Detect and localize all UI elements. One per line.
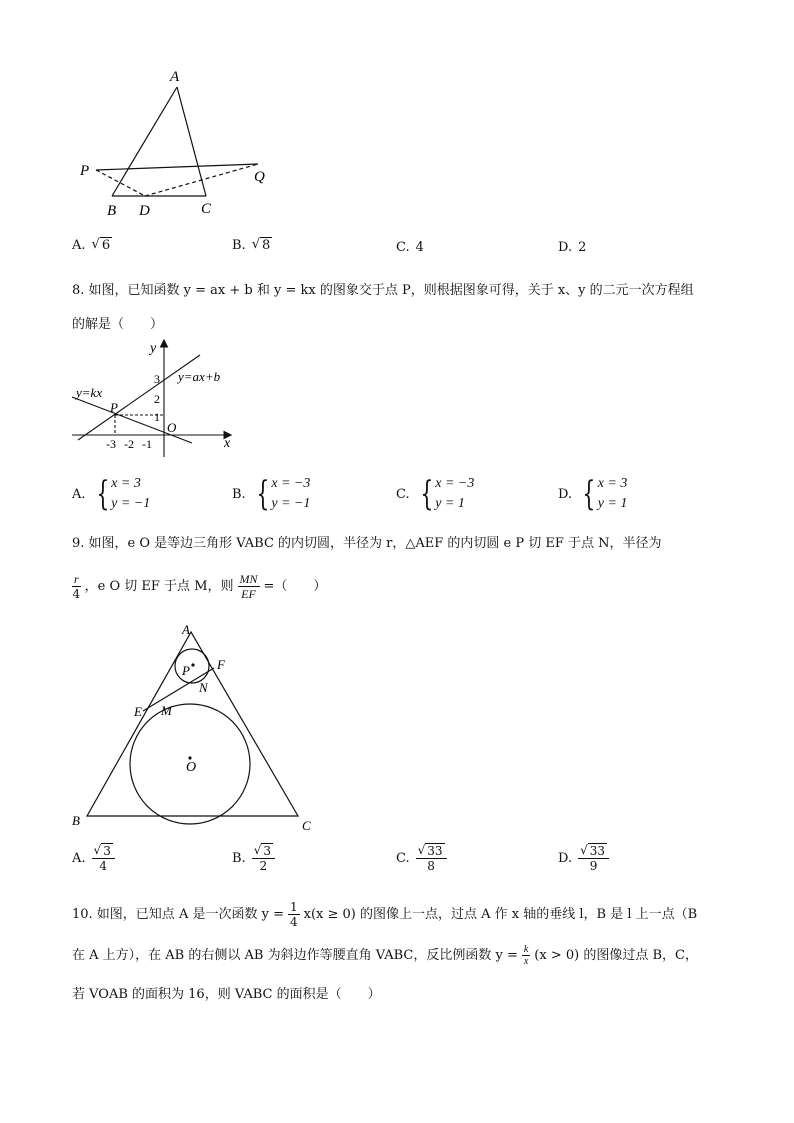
fraction-numerator: r xyxy=(74,572,79,586)
q8-option-d[interactable] xyxy=(558,474,627,514)
option-letter: B. xyxy=(232,850,246,866)
radicand: 3 xyxy=(263,844,271,858)
sqrt-fraction: √ 33 9 xyxy=(578,843,609,873)
q9-option-a[interactable] xyxy=(72,843,115,873)
fraction-numerator: MN xyxy=(239,572,258,586)
fig9-label-F: F xyxy=(217,657,225,672)
q8-figure xyxy=(70,335,250,460)
eq-line: y = −1 xyxy=(271,496,311,511)
eq-line: x = 3 xyxy=(597,476,628,491)
option-letter: A. xyxy=(72,850,86,866)
sqrt-fraction: √ 33 8 xyxy=(416,843,447,873)
q8-stem-line1: 8. 如图，已知函数 y = ax + b 和 y = kx 的图象交于点 P，则根据图象可得，关于 x、y 的二元一次方程组 xyxy=(72,283,694,298)
q10-stem-part: 10. 如图，已知点 A 是一次函数 y = xyxy=(72,906,284,922)
q9-option-d[interactable] xyxy=(558,843,609,873)
fraction-denominator: 4 xyxy=(289,915,298,929)
option-value: 4 xyxy=(415,240,424,255)
fraction-denominator: 2 xyxy=(259,859,268,873)
q10-stem-line2 xyxy=(72,944,698,967)
option-letter: D. xyxy=(558,850,573,866)
q9-option-c[interactable] xyxy=(396,843,447,873)
fig8-ytick-2: 2 xyxy=(154,392,160,406)
q7-option-d[interactable] xyxy=(558,240,586,255)
fig8-point-P: P xyxy=(110,400,118,415)
q7-option-a[interactable] xyxy=(72,237,112,253)
equation-system: { x = −3 y = 1 xyxy=(419,474,475,514)
option-letter: D. xyxy=(558,240,573,255)
radicand: 33 xyxy=(427,844,443,858)
option-letter: D. xyxy=(558,486,573,502)
radicand: 33 xyxy=(589,844,606,858)
fig8-ytick-3: 3 xyxy=(154,372,160,386)
fig8-x-label: x xyxy=(224,436,231,451)
equation-system: { x = 3 y = −1 xyxy=(95,474,151,514)
fig7-label-C: C xyxy=(201,201,212,217)
fig8-line2-label: y=kx xyxy=(76,385,103,400)
q9-stem-mid: ，e O 切 EF 于点 M，则 xyxy=(84,578,234,594)
fig9-label-C: C xyxy=(302,818,311,833)
q9-stem-line1: 9. 如图，e O 是等边三角形 VABC 的内切圆，半径为 r，△AEF 的内切圆 e P 切 EF 于点 N，半径为 xyxy=(72,536,662,551)
sqrt-fraction: √ 3 2 xyxy=(252,843,275,873)
radicand: 8 xyxy=(261,238,271,253)
option-letter: B. xyxy=(232,486,246,502)
fig8-ytick-1: 1 xyxy=(154,410,160,424)
fig7-label-D: D xyxy=(139,203,150,219)
fraction-r-over-4 xyxy=(72,572,81,601)
q10-stem-line3: 若 VOAB 的面积为 16，则 VABC 的面积是（ ） xyxy=(72,987,381,1002)
radicand: 6 xyxy=(101,238,111,253)
fraction-denominator: x xyxy=(523,956,529,967)
fraction-denominator: EF xyxy=(241,587,256,601)
fig9-label-P: P xyxy=(182,663,190,678)
eq-line: y = −1 xyxy=(111,496,151,511)
sqrt-fraction: √ 3 4 xyxy=(92,843,115,873)
fraction-numerator: k xyxy=(523,944,529,955)
option-letter: B. xyxy=(232,237,246,253)
q8-option-b[interactable] xyxy=(232,474,310,514)
q8-option-c[interactable] xyxy=(396,474,474,514)
fig7-label-P: P xyxy=(80,163,90,179)
sqrt-expression: √ 8 xyxy=(251,237,271,253)
fig8-line1-label: y=ax+b xyxy=(178,369,221,384)
fraction-denominator: 4 xyxy=(99,859,107,873)
eq-line: y = 1 xyxy=(597,496,628,511)
fig9-label-O: O xyxy=(186,760,197,775)
radicand: 3 xyxy=(103,844,111,858)
fig9-label-N: N xyxy=(199,680,208,695)
fig7-label-Q: Q xyxy=(254,169,265,185)
q10-stem-part: 在 A 上方），在 AB 的右侧以 AB 为斜边作等腰直角 VABC，反比例函数 y = xyxy=(72,947,518,963)
fig8-y-label: y xyxy=(150,341,157,356)
q7-option-c[interactable] xyxy=(396,240,424,255)
sqrt-expression: √ 6 xyxy=(91,237,111,253)
fig7-label-B: B xyxy=(107,203,117,219)
fraction-denominator: 4 xyxy=(72,587,81,601)
equation-system: { x = −3 y = −1 xyxy=(256,474,311,514)
fraction-numerator: 1 xyxy=(289,900,298,914)
fraction-denominator: 8 xyxy=(427,859,435,873)
option-letter: C. xyxy=(396,240,410,255)
q7-option-b[interactable] xyxy=(232,237,272,253)
fig8-xtick-neg2: -2 xyxy=(124,437,134,451)
q9-stem-end: =（ ） xyxy=(263,578,327,594)
option-letter: C. xyxy=(396,850,410,866)
q10-stem-part: x(x ≥ 0) 的图像上一点，过点 A 作 x 轴的垂线 l，B 是 l 上一点（B xyxy=(303,906,698,922)
eq-line: y = 1 xyxy=(435,496,465,511)
q10-stem-line1 xyxy=(72,900,697,929)
q10-stem-part: (x > 0) 的图像过点 B，C， xyxy=(534,947,698,963)
fraction-denominator: 9 xyxy=(589,859,598,873)
q9-stem-line2 xyxy=(72,572,326,601)
fig8-xtick-neg1: -1 xyxy=(142,437,152,451)
option-letter: A. xyxy=(72,237,86,253)
q9-figure xyxy=(68,618,328,836)
eq-line: x = −3 xyxy=(435,476,475,491)
eq-line: x = −3 xyxy=(271,476,311,491)
fraction-mn-over-ef xyxy=(238,572,260,601)
q7-figure xyxy=(70,62,290,222)
fig8-origin: O xyxy=(167,420,177,435)
option-value: 2 xyxy=(578,240,587,255)
fig7-label-A: A xyxy=(170,69,180,85)
fig8-xtick-neg3: -3 xyxy=(106,437,116,451)
option-letter: A. xyxy=(72,486,86,502)
q8-stem-line2: 的解是（ ） xyxy=(72,317,164,332)
fig9-label-M: M xyxy=(161,703,172,718)
fig9-label-E: E xyxy=(134,704,142,719)
q8-option-a[interactable] xyxy=(72,474,150,514)
fig9-label-B: B xyxy=(72,813,80,828)
fraction-k-over-x xyxy=(522,944,530,967)
fraction-1-over-4 xyxy=(288,900,300,929)
eq-line: x = 3 xyxy=(111,476,141,491)
option-letter: C. xyxy=(396,486,410,502)
fig9-label-A: A xyxy=(182,622,190,637)
equation-system: { x = 3 y = 1 xyxy=(582,474,628,514)
q9-option-b[interactable] xyxy=(232,843,275,873)
